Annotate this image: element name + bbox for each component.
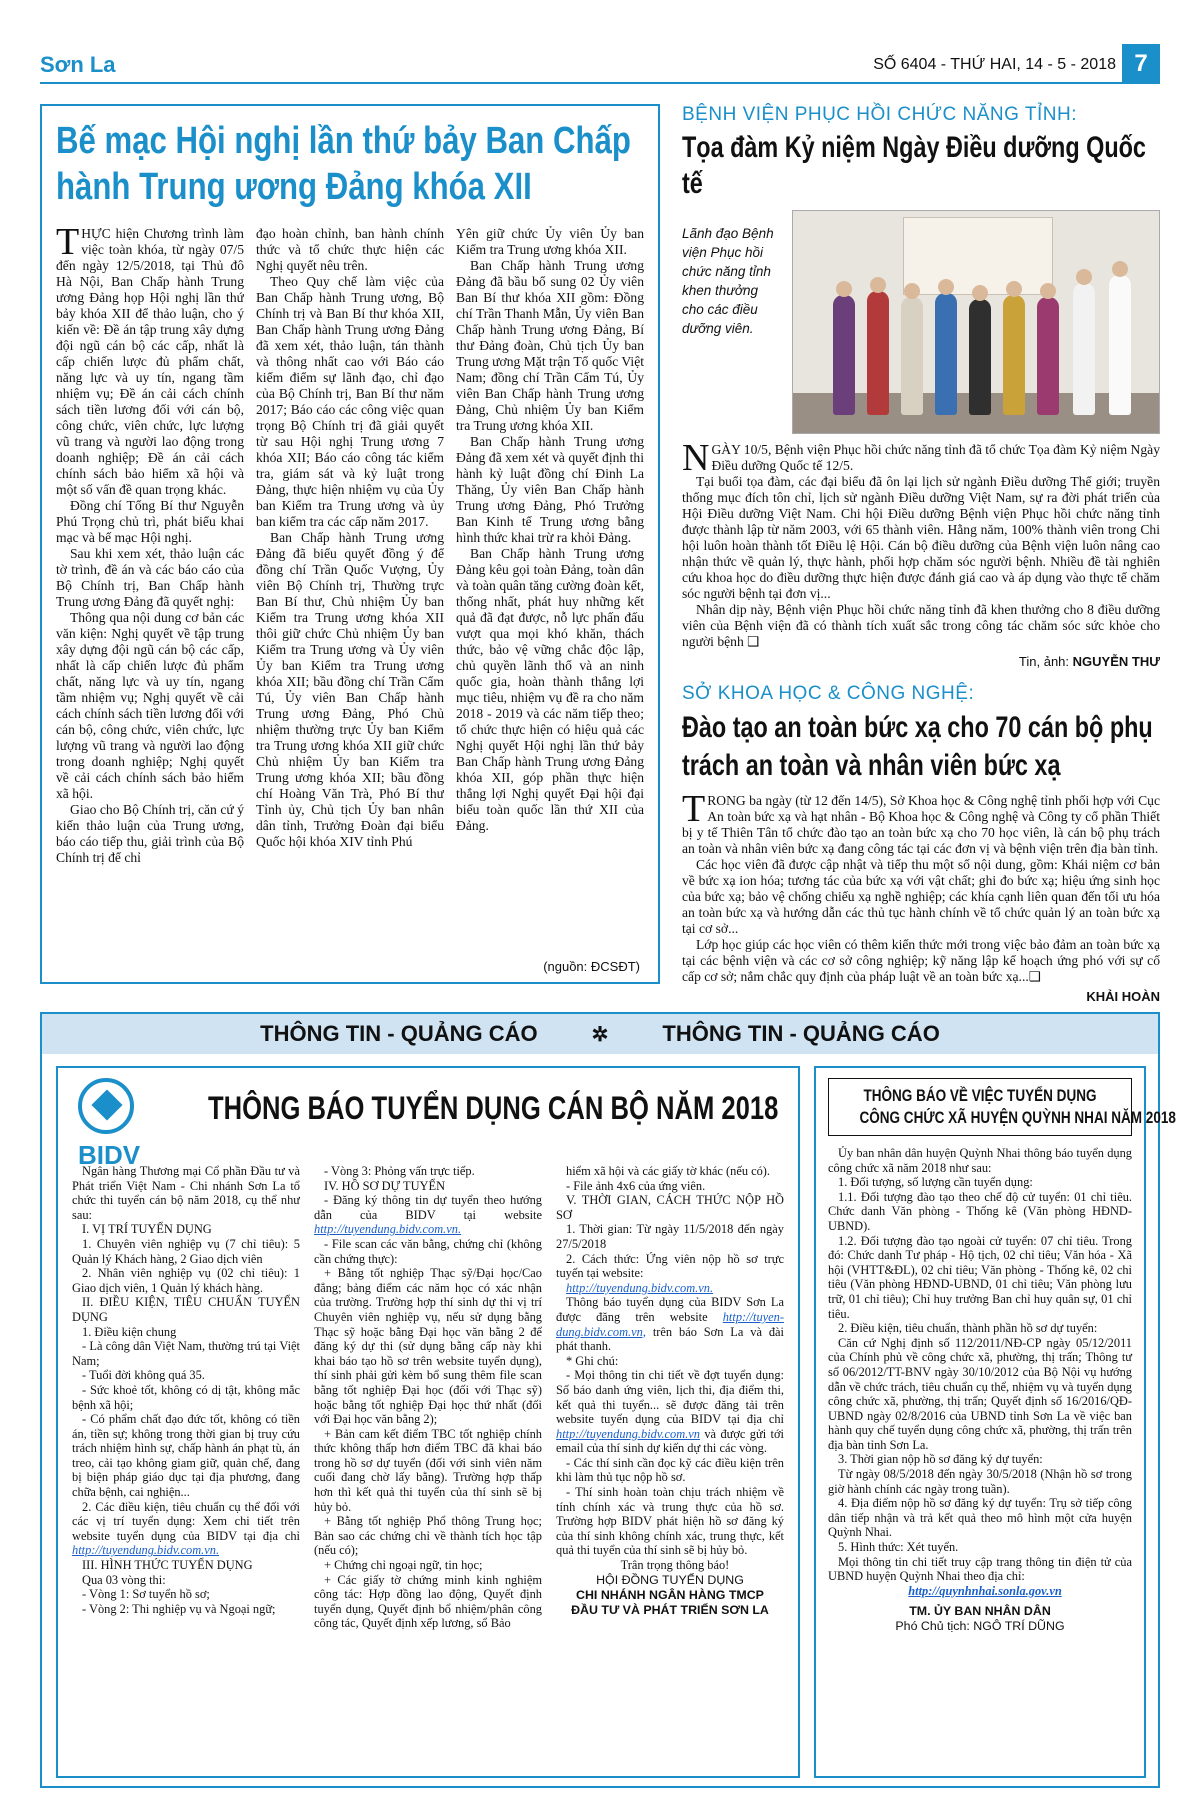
paragraph: Đồng chí Tổng Bí thư Nguyễn Phú Trọng chủ trì, phát biểu khai mạc và bế mạc Hội nghị. (56, 498, 244, 545)
article-kicker: SỞ KHOA HỌC & CÔNG NGHỆ: (682, 683, 975, 704)
ads-section (40, 1012, 1176, 1788)
paragraph: Thông qua nội dung cơ bản các văn kiện: Nghị quyết về tập trung xây dựng đội ngũ cán bộ các cấp, nhất là cấp chiến lược đủ phẩm chất, năng lực và uy tín, ngang tầm nhiệm vụ; Nghị quyết về cải cách chính sách tiền lương đối với cán bộ, công chức, viên chức, lực lượng vũ trang và người lao động trong doanh nghiệp; Nghị quyết về cải cách chính sách bảo hiểm xã hội. (56, 610, 244, 801)
dropcap: N (682, 437, 710, 479)
article-kicker: BỆNH VIỆN PHỤC HỒI CHỨC NĂNG TỈNH: (682, 104, 1077, 125)
bidv-website-link[interactable]: http://tuyendung.bidv.com.vn. (314, 1222, 462, 1237)
bidv-logo-icon (78, 1078, 134, 1134)
person (1037, 297, 1059, 415)
article-title: Bế mạc Hội nghị lần thứ bảy Ban Chấp hành Trung ương Đảng khóa XII (56, 120, 631, 208)
ads-label: THÔNG TIN - QUẢNG CÁO (260, 1021, 538, 1046)
ads-header-bar (42, 1014, 1158, 1054)
article-body (682, 788, 1160, 985)
paragraph: Theo Quy chế làm việc của Ban Chấp hành Trung ương, Bộ Chính trị và Ban Bí thư khóa XII, Ban Chấp hành Trung ương Đảng đã xem xét, thảo luận, tán thành và thông nhất cao với Báo cáo kiểm điểm sự lãnh đạo, chỉ đạo của Bộ Chính trị, Ban Bí thư năm 2017; Báo cáo các công việc quan trọng Bộ Chính trị đã giải quyết từ sau Hội nghị Trung ương 7 khóa XII; Báo cáo công tác kiểm tra, giám sát và kỷ luật trong Đảng, thực hiện nhiệm vụ của Ủy ban Kiểm tra Trung ương và ủy ban kiểm tra các cấp năm 2017. (256, 274, 444, 529)
byline: KHẢI HOÀN (1086, 989, 1160, 1004)
paragraph: Sau khi xem xét, thảo luận các tờ trình, đề án và các báo cáo của Bộ Chính trị, Ban Chấp hành Trung ương Đảng đã quyết nghị: (56, 546, 244, 609)
ad-signature: HỘI ĐỒNG TUYỂN DỤNG CHI NHÁNH NGÂN HÀNG TMCP ĐẦU TƯ VÀ PHÁT TRIỂN SƠN LA (571, 1572, 769, 1617)
article-source: (nguồn: ĐCSĐT) (543, 959, 640, 974)
quynhnhai-website-link[interactable]: http://quynhnhai.sonla.gov.vn (908, 1583, 1062, 1598)
ad-title: THÔNG BÁO VỀ VIỆC TUYỂN DỤNG (863, 1087, 1097, 1105)
issue-line: SỐ 6404 - THỨ HAI, 14 - 5 - 2018 (873, 56, 1116, 73)
person (1073, 283, 1095, 415)
person (1003, 295, 1025, 415)
ad-column-3: hiểm xã hội và các giấy tờ khác (nếu có). - File ảnh 4x6 của ứng viên. V. THỜI GIAN, CÁCH THỨC NỘP HỒ SƠ 1. Thời gian: Từ ngày 11/5/2018 đến ngày 27/5/2018 2. Cách thức: Ứng viên nộp hồ sơ trực tuyến tại website: http://tuyendung.bidv.com.vn. Thông báo tuyển dụng của BIDV Sơn La được đăng trên website http://tuyen-dung.bidv.com.vn, trên báo Sơn La và đài phát thanh. * Ghi chú: - Mọi thông tin chi tiết về đợt tuyển dụng: Số báo danh ứng viên, lịch thi, địa điểm thi, kết quả thi tuyển... sẽ được đăng tải trên website tuyển dụng của BIDV tại địa chỉ http://tuyendung.bidv.com.vn và được gửi tới email của thí sinh dự kiến dự thi các vòng. - Các thí sinh cần đọc kỹ các điều kiện trên khi làm thủ tục nộp hồ sơ. - Thí sinh hoàn toàn chịu trách nhiệm về tính chính xác và trung thực của hồ sơ. Trường hợp BIDV phát hiện hồ sơ đăng ký của thí sinh không chính xác, trung thực, kết quả thi tuyển của thí sinh sẽ bị hủy bỏ. Trân trọng thông báo! HỘI ĐỒNG TUYỂN DỤNG CHI NHÁNH NGÂN HÀNG TMCP ĐẦU TƯ VÀ PHÁT TRIỂN SƠN LA (556, 1164, 784, 1617)
paragraph: Ban Chấp hành Trung ương Đảng kêu gọi toàn Đảng, toàn dân và toàn quân tăng cường đoàn kết, thống nhất, phát huy những kết quả đã đạt được, nỗ lực phấn đấu vượt qua mọi khó khăn, thách thức, bảo vệ vững chắc độc lập, chủ quyền lãnh thổ và an ninh quốc gia, hoàn thành thắng lợi mục tiêu, nhiệm vụ đề ra cho năm 2018 - 2019 và các năm tiếp theo; tổ chức thực hiện có hiệu quả các Nghị quyết Hội nghị lần thứ bảy Ban Chấp hành Trung ương Đảng khóa XII, góp phần thực hiện thắng lợi Nghị quyết Đại hội đại biểu toàn quốc lần thứ XII của Đảng. (456, 546, 644, 833)
paragraph: Tại buổi tọa đàm, các đại biểu đã ôn lại lịch sử ngành Điều dưỡng Thế giới; truyền thống mục đích tôn chỉ, lịch sử ngành Điều dưỡng Việt Nam, sự ra đời phát triển của Hội Điều dưỡng Việt Nam. Chi hội Điều dưỡng Bệnh viện Phục hồi chức năng tỉnh được thành lập từ năm 2003, với 65 thành viên. Hằng năm, 100% thành viên trong Chi hội luôn hoàn thành tốt Điều lệ Hội. Cán bộ điều dưỡng của Bệnh viện luôn nâng cao nhận thức về quản lý, thực hành, phối hợp chăm sóc người bệnh. Nhiều đề tài nghiên cứu khoa học do điều dưỡng thực hiện được đánh giá cao và áp dụng vào thực tế chăm sóc người bệnh tại đơn vị... (682, 474, 1160, 601)
bidv-logo (78, 1078, 140, 1171)
ad-title: THÔNG BÁO TUYỂN DỤNG CÁN BỘ NĂM 2018 (208, 1090, 779, 1126)
paragraph: GÀY 10/5, Bệnh viện Phục hồi chức năng tỉnh đã tổ chức Tọa đàm Kỷ niệm Ngày Điều dưỡng Quốc tế 12/5. (711, 442, 1160, 473)
article-title: Tọa đàm Kỷ niệm Ngày Điều dưỡng Quốc tế (682, 131, 1146, 200)
paragraph: Lớp học giúp các học viên có thêm kiến thức mới trong việc bảo đảm an toàn bức xạ tại các bệnh viện và các cơ sở công nghiệp; kỹ năng lập kế hoạch ứng phó với sự cố cấp cơ sở; nắm chắc quy định của pháp luật về an toàn bức xạ...❑ (682, 937, 1160, 984)
bidv-website-link[interactable]: http://tuyendung.bidv.com.vn. (72, 1543, 220, 1558)
event-banner (903, 217, 1053, 295)
person (833, 295, 855, 415)
person (901, 297, 923, 415)
bidv-logo-text: BIDV (78, 1140, 141, 1170)
ad-body: Ủy ban nhân dân huyện Quỳnh Nhai thông báo tuyển dụng công chức xã năm 2018 như sau: 1. Đối tượng, số lượng cần tuyển dụng: 1.1. Đối tượng đào tạo theo chế độ cử tuyển: 01 chỉ tiêu. Chức danh Văn phòng - Thống kê (Văn phòng HĐND-UBND). 1.2. Đối tượng đào tạo ngoài cử tuyển: 07 chỉ tiêu. Trong đó: Chức danh Tư pháp - Hộ tịch, 02 chỉ tiêu; Văn hóa - Xã hội (VHTT&ĐL), 02 chỉ tiêu; Văn phòng - Thống kê, 02 chỉ tiêu (Văn phòng HĐND-UBND, 01 chỉ tiêu; Văn phòng lưu trữ, 01 chỉ tiêu); Chỉ huy trưởng Ban chỉ huy quân sự, 01 chỉ tiêu. 2. Điều kiện, tiêu chuẩn, thành phần hồ sơ dự tuyển: Căn cứ Nghị định số 112/2011/NĐ-CP ngày 05/12/2011 của Chính phủ về công chức xã, phường, thị trấn; Thông tư số 06/2012/TT-BNV ngày 30/10/2012 của Bộ Nội vụ hướng dẫn về chức trách, tiêu chuẩn cụ thể, nhiệm vụ và tuyển dụng công chức xã, phường, thị trấn; Quyết định số 16/2016/QĐ-UBND ngày 02/8/2016 của UBND tỉnh Sơn La về việc ban hành quy chế tuyển dụng công chức xã, phường, thị trấn trên địa bàn tỉnh Sơn La. 3. Thời gian nộp hồ sơ đăng ký dự tuyển: Từ ngày 08/5/2018 đến ngày 30/5/2018 (Nhận hồ sơ trong giờ hành chính các ngày trong tuần). 4. Địa điểm nộp hồ sơ đăng ký dự tuyển: Trụ sở tiếp công dân tiếp nhận và trả kết quả theo mô hình một cửa huyện Quỳnh Nhai. 5. Hình thức: Xét tuyển. Mọi thông tin chi tiết truy cập trang thông tin điện tử của UBND huyện Quỳnh Nhai theo địa chỉ: http://quynhnhai.sonla.gov.vn TM. ỦY BAN NHÂN DÂN Phó Chủ tịch: NGÔ TRÍ DŨNG (828, 1146, 1132, 1634)
person (1109, 275, 1131, 415)
right-column (682, 104, 1160, 1004)
award-photo (792, 210, 1160, 434)
byline: Tin, ảnh: NGUYỄN THƯ (1018, 654, 1160, 669)
paragraph: Ban Chấp hành Trung ương Đảng đã biểu quyết đồng ý để đồng chí Trần Quốc Vượng, Ủy viên Bộ Chính trị, Thường trực Ban Bí thư, Chủ nhiệm Ủy ban Kiểm tra Trung ương khóa XII thôi giữ chức Chủ nhiệm Ủy ban Kiểm tra Trung ương và Ủy viên Ủy ban Kiểm tra Trung ương khóa XII; bầu đồng chí Trần Cẩm Tú, Ủy viên Ban Chấp hành Trung ương Đảng, Phó Chủ nhiệm thường trực Ủy ban Kiểm tra Trung ương khóa XII giữ chức Chủ nhiệm Ủy ban Kiểm tra Trung ương khóa XII; bầu đồng chí Hoàng Văn Trà, Phó Bí thư Tỉnh ủy, Chủ tịch Ủy ban nhân dân tỉnh, Trưởng Đoàn đại biểu Quốc hội khóa XIV tỉnh Phú (256, 530, 444, 849)
paragraph: HỰC hiện Chương trình làm việc toàn khóa, từ ngày 07/5 đến ngày 12/5/2018, tại Thủ đô Hà Nội, Ban Chấp hành Trung ương Đảng họp Hội nghị lần thứ bảy khóa XII để thảo luận, cho ý kiến về: Đề án tập trung xây dựng đội ngũ cán bộ các cấp, nhất là cấp chiến lược đủ phẩm chất, năng lực và uy tín, ngang tầm nhiệm vụ; Đề án cải cách chính sách tiền lương đối với cán bộ, công chức, viên chức, lực lượng vũ trang và người lao động trong doanh nghiệp; Đề án cải cách chính sách bảo hiểm xã hội và một số vấn đề quan trọng khác. (56, 226, 244, 497)
paragraph: RONG ba ngày (từ 12 đến 14/5), Sở Khoa học & Công nghệ tỉnh phối hợp với Cục An toàn bức xạ và hạt nhân - Bộ Khoa học & Công nghệ và Công ty cổ phần Thiết bị y tế Thiên Tân tổ chức đào tạo an toàn bức xạ cho 70 học viên, là cán bộ phụ trách an toàn và nhân viên bức xạ đang công tác tại các đơn vị và bệnh viện trên địa bàn tỉnh. (682, 793, 1160, 856)
ad-title-box (828, 1078, 1176, 1136)
person (969, 299, 991, 415)
paragraph: Giao cho Bộ Chính trị, căn cứ ý kiến thảo luận của Trung ương, báo cáo tiếp thu, giải trình của Bộ Chính trị để chỉ (56, 802, 244, 865)
paragraph: đạo hoàn chỉnh, ban hành chính thức và tổ chức thực hiện các Nghị quyết nêu trên. (256, 226, 444, 273)
article-column-2 (256, 226, 444, 952)
ad-column-2: - Vòng 3: Phỏng vấn trực tiếp. IV. HỒ SƠ DỰ TUYỂN - Đăng ký thông tin dự tuyển theo hướng dẫn của BIDV tại website http://tuyendung.bidv.com.vn. - File scan các văn bằng, chứng chỉ (không cần chứng thực): + Bằng tốt nghiệp Thạc sỹ/Đại học/Cao đẳng; bảng điểm các năm học có xác nhận của trường. Trường hợp thí sinh dự thi vị trí Chuyên viên nghiệp vụ, nếu sử dụng bằng Thạc sỹ hoặc bằng Đại học văn bằng 2 để đăng ký dự thi (sử dụng bằng cấp này khi khai báo tạo hồ sơ trên website tuyển dụng), thí sinh phải gửi kèm bổ sung thêm file scan bằng tốt nghiệp Đại học (đối với Thạc sỹ) hoặc bằng tốt nghiệp Đại học thứ nhất (đối với Đại học văn bằng 2); + Bản cam kết điểm TBC tốt nghiệp chính thức không thấp hơn điểm TBC đã khai báo trong hồ sơ dự tuyển (đối với sinh viên năm cuối đang chờ lấy bằng). Trường hợp thấp hơn thì kết quả thi tuyển của thí sinh sẽ bị hủy bỏ. + Bằng tốt nghiệp Phổ thông Trung học; Bản sao các chứng chỉ về thành tích học tập (nếu có); + Chứng chỉ ngoại ngữ, tin học; + Các giấy tờ chứng minh kinh nghiệm công tác: Hợp đồng lao động, Quyết định tuyển dụng, Quyết định bổ nhiệm/phân công công tác, Quyết định xếp lương, sổ Bảo (314, 1164, 542, 1631)
bidv-recruitment-ad (56, 1066, 800, 1778)
page-header (40, 48, 1160, 84)
bidv-website-link[interactable]: http://tuyendung.bidv.com.vn (556, 1426, 700, 1441)
person (867, 291, 889, 415)
article-bemac (40, 104, 660, 984)
paragraph: Yên giữ chức Ủy viên Ủy ban Kiểm tra Trung ương khóa XII. (456, 226, 644, 257)
ad-subtitle: CÔNG CHỨC XÃ HUYỆN QUỲNH NHAI NĂM 2018 (859, 1109, 1176, 1127)
ad-column-1: Ngân hàng Thương mại Cổ phần Đầu tư và Phát triển Việt Nam - Chi nhánh Sơn La tổ chức thi tuyển cán bộ năm 2018, cụ thể như sau: I. VỊ TRÍ TUYỂN DỤNG 1. Chuyên viên nghiệp vụ (7 chỉ tiêu): 5 Quản lý Khách hàng, 2 Giao dịch viên 2. Nhân viên nghiệp vụ (02 chỉ tiêu): 1 Giao dịch viên, 1 Quản lý khách hàng. II. ĐIỀU KIỆN, TIÊU CHUẨN TUYỂN DỤNG 1. Điều kiện chung - Là công dân Việt Nam, thường trú tại Việt Nam; - Tuổi đời không quá 35. - Sức khoẻ tốt, không có dị tật, không mắc bệnh xã hội; - Có phẩm chất đạo đức tốt, không có tiền án, tiền sự; không trong thời gian bị truy cứu trách nhiệm hình sự, chấp hành án phạt tù, án treo, cải tạo không giam giữ, quản chế, đang bị biện pháp giáo dục tại địa phương, đang chữa bệnh, cai nghiện... 2. Các điều kiện, tiêu chuẩn cụ thể đối với các vị trí tuyển dụng: Xem chi tiết trên website tuyển dụng của BIDV tại địa chỉ http://tuyendung.bidv.com.vn. III. HÌNH THỨC TUYỂN DỤNG Qua 03 vòng thi: - Vòng 1: Sơ tuyển hồ sơ; - Vòng 2: Thi nghiệp vụ và Ngoại ngữ; (72, 1164, 300, 1616)
paragraph: Nhân dịp này, Bệnh viện Phục hồi chức năng tỉnh đã khen thưởng cho 8 điều dưỡng viên của Bệnh viện đã có thành tích xuất sắc trong công tác chăm sóc sức khỏe cho người bệnh ❑ (682, 602, 1160, 649)
article-title: Đào tạo an toàn bức xạ cho 70 cán bộ phụ trách an toàn và nhân viên bức xạ (682, 711, 1153, 782)
bidv-website-link[interactable]: http://tuyendung.bidv.com.vn. (566, 1280, 714, 1295)
article-column-3 (456, 226, 644, 952)
article-column-1 (56, 226, 244, 952)
ad-signature: TM. ỦY BAN NHÂN DÂN Phó Chủ tịch: NGÔ TRÍ DŨNG (895, 1604, 1065, 1634)
dropcap: T (56, 226, 80, 263)
person (935, 293, 957, 415)
paragraph: Các học viên đã được cập nhật và tiếp thu một số nội dung, gồm: Khái niệm cơ bản về bức xạ ion hóa; tương tác của bức xạ với vật chất; ghi đo bức xạ; hiệu ứng sinh học của bức xạ; bảo vệ chống chiếu xạ nghề nghiệp; các khía cạnh liên quan đến tối ưu hóa an toàn bức xạ và hướng dẫn các thủ tục hành chính về tổ chức quản lý an toàn bức xạ tại cơ sở... (682, 857, 1160, 936)
quynhnhai-recruitment-ad (814, 1066, 1176, 1778)
ads-label: THÔNG TIN - QUẢNG CÁO (662, 1021, 940, 1046)
paragraph: Ban Chấp hành Trung ương Đảng đã bầu bổ sung 02 Ủy viên Ban Bí thư khóa XII gồm: Đồng chí Trần Thanh Mẫn, Ủy viên Ban Chấp hành Trung ương Đảng, Bí thư Đảng đoàn, Chủ tịch Ủy ban Trung ương Mặt trận Tổ quốc Việt Nam; đồng chí Trần Cẩm Tú, Ủy viên Ban Chấp hành Trung ương Đảng, Chủ nhiệm Ủy ban Kiểm tra Trung ương khóa XII. (456, 258, 644, 433)
article-body (682, 437, 1160, 650)
page-number: 7 (1122, 44, 1160, 84)
photo-caption: Lãnh đạo Bệnh viện Phục hồi chức năng tỉnh khen thưởng cho các điều dưỡng viên. (682, 226, 774, 336)
bidv-website-link[interactable]: http://tuyen-dung.bidv.com.vn, (556, 1309, 784, 1339)
paragraph: Ban Chấp hành Trung ương Đảng đã xem xét và quyết định thi hành kỷ luật đồng chí Đinh La Thăng, Ủy viên Ban Chấp hành Trung ương Đảng, Phó Trưởng Ban Kinh tế Trung ương bằng hình thức khai trừ ra khỏi Đảng. (456, 434, 644, 545)
section-name: Sơn La (40, 52, 116, 77)
dropcap: T (682, 788, 706, 830)
star-icon: ✲ (591, 1023, 609, 1046)
